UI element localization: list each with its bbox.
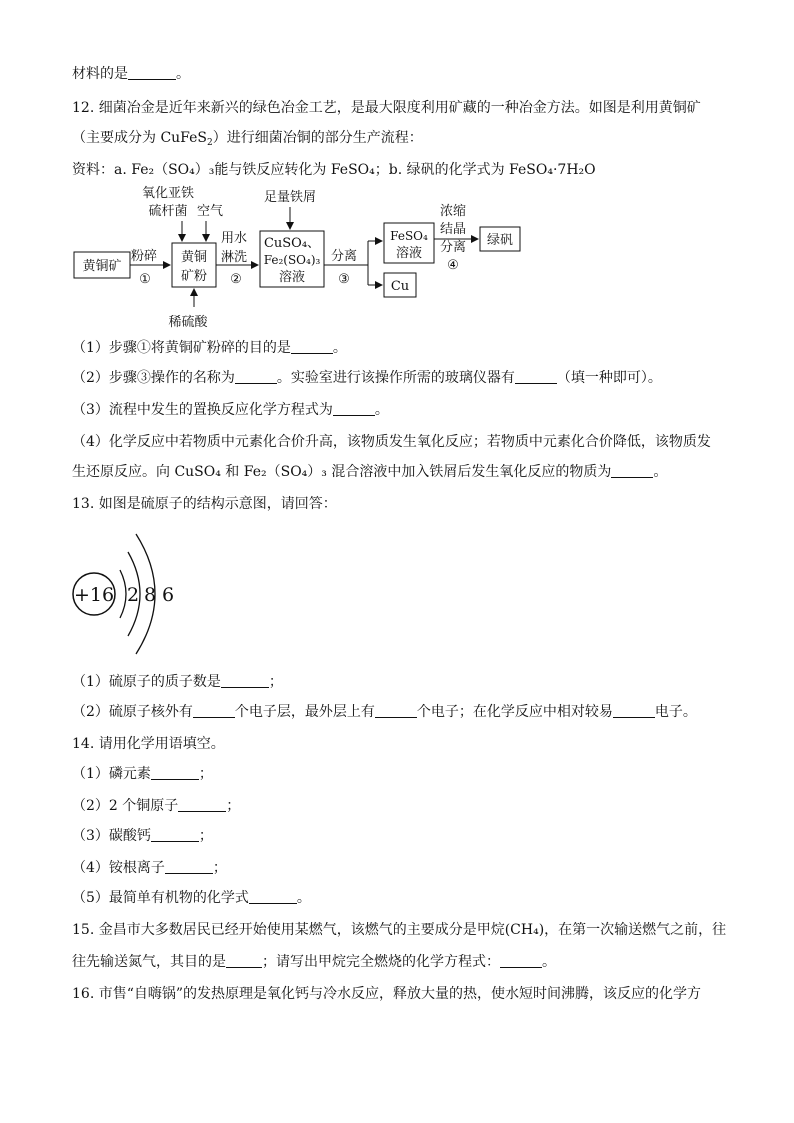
shell-1-electrons: 2 <box>126 584 140 606</box>
text: （5）最简单有机物的化学式 <box>72 890 249 906</box>
shell-2-electrons: 8 <box>143 584 157 606</box>
text: （1）硫原子的质子数是 <box>72 674 221 690</box>
copper-process-flowchart <box>72 185 532 335</box>
input-iron-filings: 足量铁屑 <box>263 190 317 205</box>
input-air: 空气 <box>196 204 224 219</box>
box-feso4-line1: FeSO₄ <box>390 229 428 243</box>
q14-stem: 14. 请用化学用语填空。 <box>72 736 225 752</box>
text: （4）铵根离子 <box>72 860 165 876</box>
q12-stem-line1: 12. 细菌冶金是近年来新兴的绿色冶金工艺，是最大限度利用矿藏的一种冶金方法。如图是利用黄铜矿 <box>72 100 701 116</box>
answer-blank[interactable] <box>235 369 277 384</box>
text: 。 <box>176 66 190 82</box>
box-powder-line1: 黄铜 <box>180 250 208 265</box>
input-bacteria-line1: 氧化亚铁 <box>141 186 195 201</box>
text: 。 <box>542 954 556 970</box>
answer-blank[interactable] <box>221 673 269 688</box>
text: （2）步骤③操作的名称为 <box>72 370 235 386</box>
answer-blank[interactable] <box>249 889 297 904</box>
q14-item-4 <box>72 858 227 878</box>
text: 。 <box>332 340 347 356</box>
answer-blank[interactable] <box>178 797 226 812</box>
text: （1）磷元素 <box>72 766 151 782</box>
text: （2）2 个铜原子 <box>72 798 179 814</box>
text: ；请写出甲烷完全燃烧的化学方程式： <box>262 954 500 970</box>
box-ore-label: 黄铜矿 <box>82 259 122 274</box>
box-copper-label: Cu <box>390 279 410 294</box>
answer-blank[interactable] <box>613 703 655 718</box>
text: 往先输送氮气，其目的是 <box>72 954 226 970</box>
step3-number: ③ <box>338 272 350 287</box>
text: （填一种即可）。 <box>556 370 662 386</box>
text: ； <box>268 674 283 690</box>
text: 电子。 <box>654 704 697 720</box>
answer-blank[interactable] <box>375 703 417 718</box>
text: （2）硫原子核外有 <box>72 704 193 720</box>
answer-blank[interactable] <box>165 859 213 874</box>
text: 个电子层，最外层上有 <box>234 704 375 720</box>
q12-reference-note: 资料：a. Fe₂（SO₄）₃能与铁反应转化为 FeSO₄；b. 绿矾的化学式为 FeSO₄·7H₂O <box>72 162 596 178</box>
box-green-vitriol-label: 绿矾 <box>486 233 514 248</box>
box-solution-line2: Fe₂(SO₄)₃ <box>263 253 321 267</box>
box-solution-line3: 溶液 <box>278 270 306 285</box>
step4-label-line1: 浓缩 <box>439 204 467 219</box>
q13-sub2 <box>72 702 697 722</box>
step1-label: 粉碎 <box>130 249 158 264</box>
step2-number: ② <box>230 272 242 287</box>
answer-blank[interactable] <box>611 463 653 478</box>
text: ； <box>198 828 213 844</box>
box-powder-line2: 矿粉 <box>180 269 208 284</box>
shell-3-electrons: 6 <box>161 584 175 606</box>
q14-item-5 <box>72 888 311 908</box>
q15-stem-line2 <box>72 952 556 972</box>
step4-label-line3: 分离 <box>439 240 467 255</box>
text: 。实验室进行该操作所需的玻璃仪器有 <box>276 370 515 386</box>
q12-sub1 <box>72 338 347 358</box>
text: （3）流程中发生的置换反应化学方程式为 <box>72 402 333 418</box>
q12-stem-line2 <box>72 128 423 153</box>
text: （3）碳酸钙 <box>72 828 151 844</box>
box-feso4-line2: 溶液 <box>395 246 423 261</box>
step2-label-line1: 用水 <box>220 231 248 246</box>
sulfur-atom-structure-diagram <box>70 520 190 660</box>
input-dilute-acid: 稀硫酸 <box>168 315 208 330</box>
answer-blank[interactable] <box>193 703 235 718</box>
step1-number: ① <box>139 272 151 287</box>
answer-blank[interactable] <box>151 765 199 780</box>
text: （1）步骤①将黄铜矿粉碎的目的是 <box>72 340 291 356</box>
q13-stem: 13. 如图是硫原子的结构示意图，请回答： <box>72 496 337 512</box>
answer-blank[interactable] <box>500 953 542 968</box>
electron-shell-1 <box>120 570 126 618</box>
q14-item-1 <box>72 764 213 784</box>
text: 。 <box>653 464 668 480</box>
text: 。 <box>296 890 311 906</box>
text: （主要成分为 CuFeS <box>72 130 208 146</box>
answer-blank[interactable] <box>333 401 375 416</box>
q12-sub3 <box>72 400 389 420</box>
blank <box>128 65 176 80</box>
nucleus-charge: +16 <box>73 584 115 606</box>
q12-sub4-line2 <box>72 462 667 482</box>
q15-stem-line1: 15. 金昌市大多数居民已经开始使用某燃气，该燃气的主要成分是甲烷(CH₄)，在第一次输送燃气之前，往 <box>72 922 727 938</box>
text: 。 <box>374 402 389 418</box>
step3-label: 分离 <box>330 249 358 264</box>
answer-blank[interactable] <box>291 339 333 354</box>
answer-blank[interactable] <box>515 369 557 384</box>
q12-sub4-line1: （4）化学反应中若物质中元素化合价升高，该物质发生氧化反应；若物质中元素化合价降低，该物质发 <box>72 434 711 450</box>
box-solution-line1: CuSO₄、 <box>263 236 321 251</box>
q14-item-3 <box>72 826 213 846</box>
step4-number: ④ <box>447 258 459 273</box>
text: ； <box>226 798 241 814</box>
q14-item-2 <box>72 796 240 816</box>
q12-sub2 <box>72 368 662 388</box>
subscript: 2 <box>207 138 213 148</box>
answer-blank[interactable] <box>226 953 262 968</box>
text: 个电子；在化学反应中相对较易 <box>416 704 613 720</box>
text: ； <box>212 860 227 876</box>
input-bacteria-line2: 硫杆菌 <box>148 204 188 219</box>
answer-blank[interactable] <box>151 827 199 842</box>
q13-sub1 <box>72 672 283 692</box>
text: 生还原反应。向 CuSO₄ 和 Fe₂（SO₄）₃ 混合溶液中加入铁屑后发生氧化反应的物质为 <box>72 464 612 480</box>
answer-line-prev <box>72 64 190 84</box>
text: 材料的是 <box>72 66 128 82</box>
text: ； <box>198 766 213 782</box>
step2-label-line2: 淋洗 <box>220 250 248 265</box>
q16-stem-line1: 16. 市售“自嗨锅”的发热原理是氧化钙与冷水反应，释放大量的热，使水短时间沸腾，该反应的化学方 <box>72 986 702 1002</box>
text: ）进行细菌冶铜的部分生产流程： <box>212 130 423 146</box>
step4-label-line2: 结晶 <box>439 222 467 237</box>
